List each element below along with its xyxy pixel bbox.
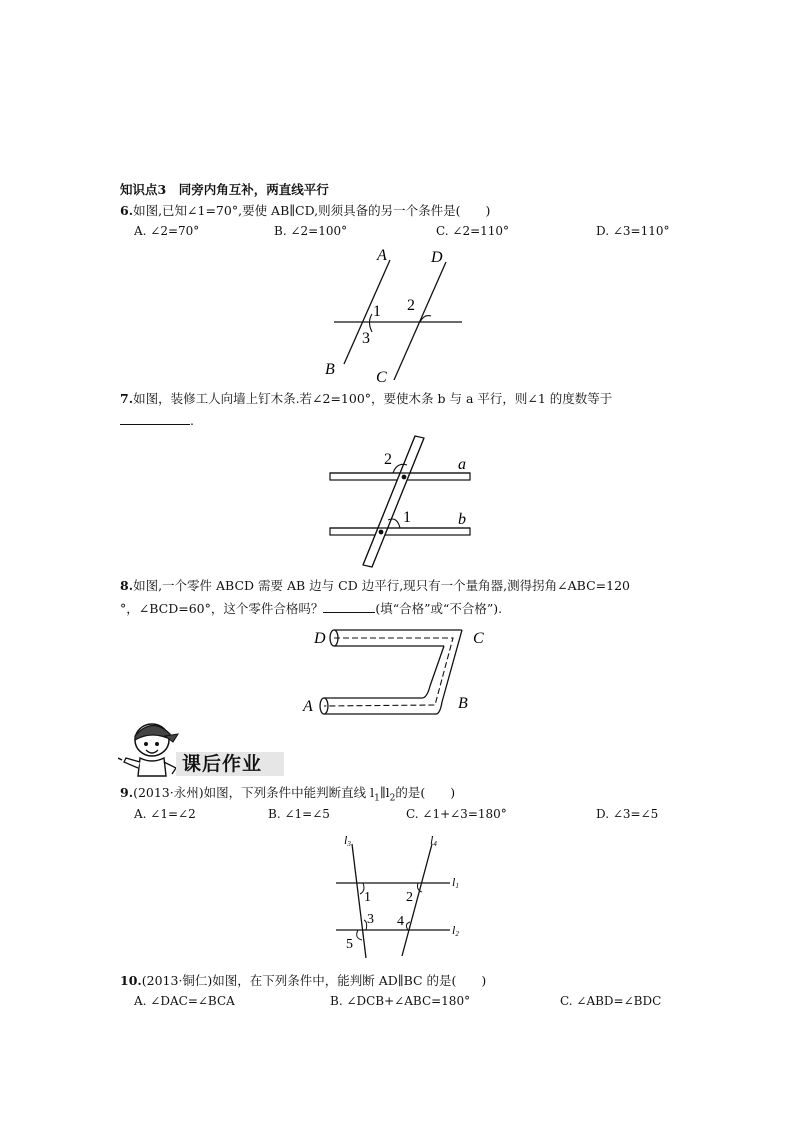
question-7-answer-line [120, 412, 194, 429]
question-6-number: 6. [120, 203, 134, 218]
question-7-stem [120, 391, 612, 407]
q6-label-b: B [325, 361, 335, 378]
q9-angle-label-5: 5 [346, 937, 353, 952]
q9-label-l1: l [452, 875, 456, 889]
q6-figure [320, 244, 470, 386]
q6-option-d: D. ∠3=110° [596, 224, 670, 238]
q9-option-a: A. ∠1=∠2 [134, 807, 196, 821]
q8-label-b: B [458, 695, 468, 712]
q6-label-2: 2 [407, 297, 415, 314]
q10-option-a: A. ∠DAC=∠BCA [134, 994, 235, 1008]
q9-option-b: B. ∠1=∠5 [268, 807, 330, 821]
q9-angle-label-3: 3 [367, 912, 374, 927]
question-7-number: 7. [120, 391, 134, 406]
q9-label-l3-sub: 3 [347, 840, 351, 848]
q6-label-d: D [431, 249, 443, 266]
question-9-stem [120, 785, 455, 807]
q6-label-1: 1 [373, 303, 381, 320]
q10-option-b: B. ∠DCB+∠ABC=180° [330, 994, 471, 1008]
q6-option-a: A. ∠2=70° [134, 224, 200, 238]
question-8-text-line2-start: °，∠BCD=60°，这个零件合格吗？ [120, 601, 324, 616]
question-8-stem-line2 [120, 600, 502, 617]
q9-label-l4: l [430, 833, 434, 847]
q8-answer-blank[interactable] [323, 600, 375, 613]
q7-diagonal-strip [363, 436, 424, 567]
q7-stem-end: . [190, 413, 194, 428]
q8-dashed-centerline [324, 638, 453, 706]
question-6-stem [120, 203, 490, 219]
question-8-number: 8. [120, 578, 134, 593]
q6-option-c: C. ∠2=110° [436, 224, 510, 238]
q7-strip-b [330, 528, 470, 535]
q8-label-c: C [473, 630, 484, 647]
question-10-text: (2013·铜仁)如图，在下列条件中，能判断 AD∥BC 的是( ) [141, 973, 487, 988]
q7-label-b: b [458, 511, 466, 528]
q9-option-d: D. ∠3=∠5 [596, 807, 659, 821]
question-8-text-line2-end: (填“合格”或“不合格”). [375, 601, 503, 616]
q7-nail-b [379, 530, 384, 535]
q9-label-l1-sub: 1 [455, 882, 459, 890]
q9-angle-label-1: 1 [364, 890, 371, 905]
q7-nail-a [402, 475, 407, 480]
question-6-text: 如图,已知∠1=70°,要使 AB∥CD,则须具备的另一个条件是( ) [133, 203, 491, 218]
q6-label-a: A [377, 247, 387, 264]
q7-label-1: 1 [403, 509, 411, 526]
q8-label-a: A [303, 698, 313, 715]
svg-text:l1 [452, 875, 459, 890]
question-8-stem-line1 [120, 578, 630, 594]
q9-figure [330, 828, 470, 966]
question-10-number: 10. [120, 973, 142, 988]
question-9-text-start: (2013·永州)如图，下列条件中能判断直线 l [133, 785, 375, 800]
q9-option-c: C. ∠1+∠3=180° [406, 807, 507, 821]
question-7-text: 如图，装修工人向墙上钉木条.若∠2=100°，要使木条 b 与 a 平行，则∠1 的度数等于 [133, 391, 613, 406]
q9-sub-1: 1 [374, 793, 380, 804]
q6-option-b: B. ∠2=100° [274, 224, 348, 238]
homework-mascot [118, 718, 184, 780]
q6-label-3: 3 [362, 330, 370, 347]
question-9-text-end: 的是( ) [395, 785, 456, 800]
q7-figure [325, 432, 480, 570]
q9-label-l2: l [452, 923, 456, 937]
section-title: 知识点3 同旁内角互补，两直线平行 [120, 182, 329, 197]
q9-sub-2: 2 [389, 793, 396, 804]
svg-text:l4 [430, 833, 437, 848]
homework-banner [176, 752, 284, 776]
q7-label-2: 2 [384, 451, 392, 468]
q8-figure [300, 622, 495, 720]
question-9-text-mid: ∥l [379, 785, 390, 800]
q7-label-a: a [458, 456, 466, 473]
homework-banner-text: 课后作业 [182, 753, 263, 775]
q9-label-l2-sub: 2 [455, 930, 459, 938]
svg-text:l3 [344, 833, 351, 848]
q9-angle-label-4: 4 [397, 914, 404, 929]
svg-text:l2 [452, 923, 459, 938]
question-10-stem [120, 973, 486, 989]
q6-line-ab [344, 260, 390, 364]
question-8-text-line1: 如图,一个零件 ABCD 需要 AB 边与 CD 边平行,现只有一个量角器,测得拐角∠ABC=120 [133, 578, 630, 593]
q7-answer-blank[interactable] [120, 412, 190, 425]
question-9-number: 9. [120, 785, 134, 800]
q10-option-c: C. ∠ABD=∠BDC [560, 994, 662, 1008]
q6-label-c: C [376, 369, 387, 386]
q8-label-d: D [314, 630, 326, 647]
q9-label-l4-sub: 4 [433, 840, 437, 848]
q9-angle-label-2: 2 [406, 890, 413, 905]
q9-label-l3: l [344, 833, 348, 847]
